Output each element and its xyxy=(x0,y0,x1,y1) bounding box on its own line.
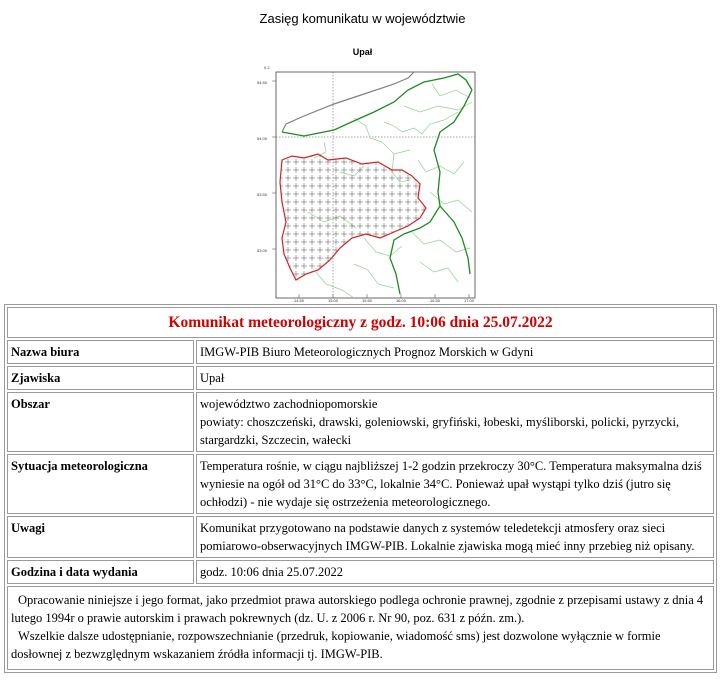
lon-label: 15.00 xyxy=(328,298,339,302)
copyright-paragraph: Opracowanie niniejsze i jego format, jako przedmiot prawa autorskiego podlega ochronie prawnej, zgodnie z przepisami ustawy z dnia 4 lutego 1994r o prawie autorskim i prawach pokrewnych (dz. U. z 2006 r. Nr 90, poz. 631 z późn. zm.). xyxy=(11,593,704,625)
table-row xyxy=(7,516,714,558)
lat-label: 53.00 xyxy=(257,248,268,253)
warning-map xyxy=(244,62,484,302)
lon-label: 15.50 xyxy=(362,298,373,302)
copyright-paragraph: Wszelkie dalsze udostępnianie, rozpowszechnianie (przedruk, kopiowanie, wiadomość sms) jest dozwolone wyłącznie w formie dosłownej z bezwzględnym wskazaniem źródła informacji tj. IMGW-PIB. xyxy=(11,629,661,661)
report-table xyxy=(4,304,717,673)
row-label: Zjawiska xyxy=(7,366,194,390)
row-label: Obszar xyxy=(7,392,194,452)
report-header: Komunikat meteorologiczny z godz. 10:06 dnia 25.07.2022 xyxy=(7,307,714,338)
row-label: Uwagi xyxy=(7,516,194,558)
row-value: Upał xyxy=(196,366,714,390)
row-label: Godzina i data wydania xyxy=(7,560,194,584)
table-row xyxy=(7,366,714,390)
lon-label: 17.00 xyxy=(464,298,475,302)
row-value: godz. 10:06 dnia 25.07.2022 xyxy=(196,560,714,584)
row-label: Sytuacja meteorologiczna xyxy=(7,454,194,514)
row-value: Komunikat przygotowano na podstawie danych z systemów teledetekcji atmosfery oraz sieci pomiarowo-obserwacyjnych IMGW-PIB. Lokalnie zjawiska mogą mieć inny przebieg niż opisany. xyxy=(196,516,714,558)
row-value: Temperatura rośnie, w ciągu najbliższej 1-2 godzin przekroczy 30°C. Temperatura maksymalna dziś wyniesie na ogół od 31°C do 33°C, lokalnie 34°C. Ponieważ upał wystąpi tylko dziś (jutro się ochłodzi) - nie wydaje się ostrzeżenia meteorologicznego. xyxy=(196,454,714,514)
lat-label: 54.00 xyxy=(257,136,268,141)
row-label: Nazwa biura xyxy=(7,340,194,364)
lon-label: 16.50 xyxy=(430,298,441,302)
copyright-notice xyxy=(7,586,714,670)
report-header-row xyxy=(7,307,714,338)
area-voivodeship: województwo zachodniopomorskie xyxy=(200,397,378,411)
lon-label: 14.50 xyxy=(294,298,305,302)
table-row xyxy=(7,560,714,584)
map-title: Upał xyxy=(352,47,373,57)
table-row xyxy=(7,392,714,452)
map-corner-label: 0.2 xyxy=(264,65,270,70)
table-row xyxy=(7,454,714,514)
row-value: IMGW-PIB Biuro Meteorologicznych Prognoz Morskich w Gdyni xyxy=(196,340,714,364)
map-svg xyxy=(244,62,484,302)
area-districts: powiaty: choszczeński, drawski, goleniowski, gryfiński, łobeski, myśliborski, policki, pyrzycki, stargardzki, Szczecin, wałecki xyxy=(200,415,680,447)
footer-row xyxy=(7,586,714,670)
row-value xyxy=(196,392,714,452)
page-heading: Zasięg komunikatu w województwie xyxy=(259,11,466,26)
lon-label: 16.00 xyxy=(396,298,407,302)
lat-label: 53.50 xyxy=(257,192,268,197)
table-row xyxy=(7,340,714,364)
lat-label: 54.50 xyxy=(257,80,268,85)
